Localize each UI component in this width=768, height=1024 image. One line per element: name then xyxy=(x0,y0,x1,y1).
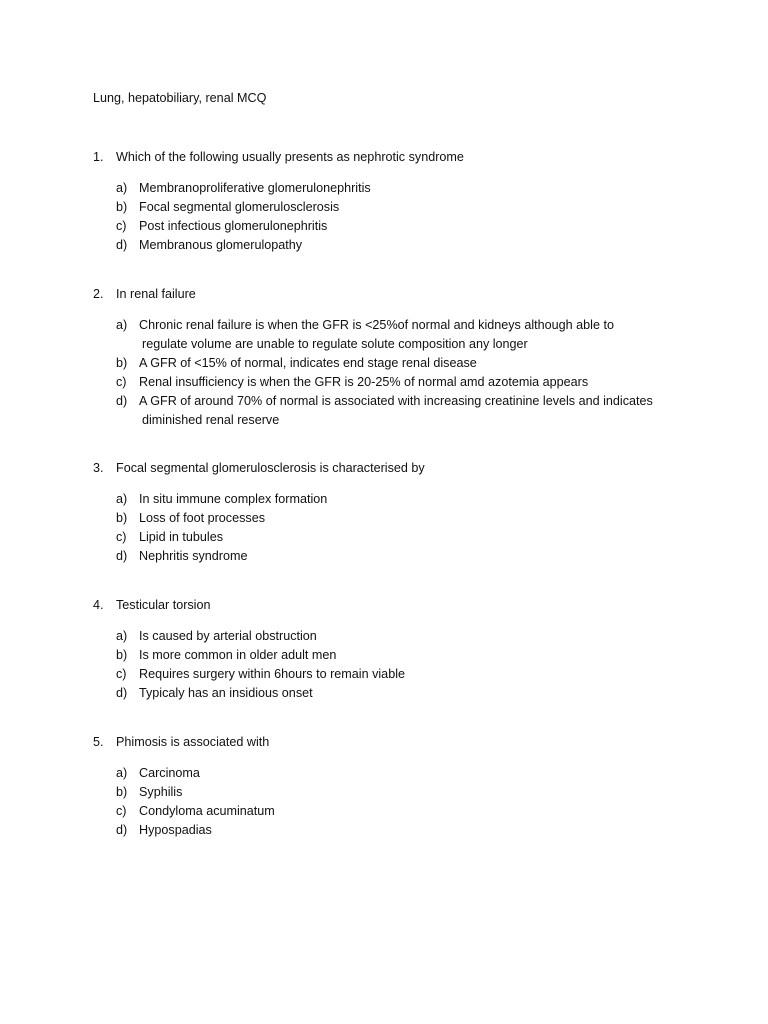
option-letter: c) xyxy=(116,667,127,681)
options-list xyxy=(93,316,733,430)
option-text: A GFR of <15% of normal, indicates end stage renal disease xyxy=(139,356,477,370)
option-line: regulate volume are unable to regulate solute composition any longer xyxy=(142,337,528,351)
option-d xyxy=(93,821,733,840)
option-letter: d) xyxy=(116,394,128,408)
option-text: Loss of foot processes xyxy=(139,511,266,525)
option-text: In situ immune complex formation xyxy=(139,492,328,506)
option-text: Membranous glomerulopathy xyxy=(139,238,303,252)
question-text: In renal failure xyxy=(116,287,196,301)
option-letter: b) xyxy=(116,200,128,214)
question-4 xyxy=(93,596,733,703)
option-text: Membranoproliferative glomerulonephritis xyxy=(139,181,371,195)
document-title: Lung, hepatobiliary, renal MCQ xyxy=(93,91,267,105)
option-text: Is caused by arterial obstruction xyxy=(139,629,317,643)
option-line: Chronic renal failure is when the GFR is <25%of normal and kidneys although able to xyxy=(139,318,614,332)
option-c xyxy=(93,802,733,821)
option-letter: d) xyxy=(116,823,128,837)
question-text: Phimosis is associated with xyxy=(116,735,270,749)
option-letter: c) xyxy=(116,804,127,818)
option-a xyxy=(93,316,733,354)
option-text: Nephritis syndrome xyxy=(139,549,248,563)
option-text: Focal segmental glomerulosclerosis xyxy=(139,200,340,214)
option-text: Typicaly has an insidious onset xyxy=(139,686,313,700)
option-letter: b) xyxy=(116,785,128,799)
options-list xyxy=(93,764,733,840)
options-list xyxy=(93,490,733,566)
option-letter: a) xyxy=(116,181,128,195)
option-text xyxy=(139,316,733,354)
option-a xyxy=(93,627,733,646)
option-letter: b) xyxy=(116,511,128,525)
option-letter: b) xyxy=(116,648,128,662)
option-text xyxy=(139,392,733,430)
option-d xyxy=(93,392,733,430)
option-text: Post infectious glomerulonephritis xyxy=(139,219,328,233)
question-text: Focal segmental glomerulosclerosis is characterised by xyxy=(116,461,425,475)
option-b xyxy=(93,783,733,802)
option-letter: c) xyxy=(116,219,127,233)
options-list xyxy=(93,179,733,255)
option-text: Requires surgery within 6hours to remain viable xyxy=(139,667,405,681)
option-text: Renal insufficiency is when the GFR is 20-25% of normal amd azotemia appears xyxy=(139,375,589,389)
option-text: Lipid in tubules xyxy=(139,530,224,544)
option-letter: a) xyxy=(116,318,128,332)
option-c xyxy=(93,528,733,547)
option-letter: c) xyxy=(116,375,127,389)
option-a xyxy=(93,179,733,198)
option-b xyxy=(93,354,733,373)
option-line: A GFR of around 70% of normal is associated with increasing creatinine levels and indicates xyxy=(139,394,653,408)
question-2 xyxy=(93,285,733,430)
question-3 xyxy=(93,459,733,566)
question-1 xyxy=(93,148,733,255)
option-d xyxy=(93,547,733,566)
option-letter: a) xyxy=(116,766,128,780)
option-text: Hypospadias xyxy=(139,823,212,837)
option-letter: d) xyxy=(116,549,128,563)
option-text: Is more common in older adult men xyxy=(139,648,337,662)
question-number: 5. xyxy=(93,735,104,749)
option-c xyxy=(93,373,733,392)
option-letter: a) xyxy=(116,629,128,643)
question-number: 3. xyxy=(93,461,104,475)
option-text: Condyloma acuminatum xyxy=(139,804,275,818)
question-text: Testicular torsion xyxy=(116,598,211,612)
option-letter: b) xyxy=(116,356,128,370)
option-c xyxy=(93,665,733,684)
option-a xyxy=(93,764,733,783)
option-letter: d) xyxy=(116,238,128,252)
option-d xyxy=(93,236,733,255)
option-text: Carcinoma xyxy=(139,766,200,780)
question-text: Which of the following usually presents as nephrotic syndrome xyxy=(116,150,464,164)
option-line: diminished renal reserve xyxy=(142,413,280,427)
question-number: 2. xyxy=(93,287,104,301)
option-letter: a) xyxy=(116,492,128,506)
option-c xyxy=(93,217,733,236)
option-d xyxy=(93,684,733,703)
option-text: Syphilis xyxy=(139,785,183,799)
options-list xyxy=(93,627,733,703)
question-number: 1. xyxy=(93,150,104,164)
question-5 xyxy=(93,733,733,840)
option-b xyxy=(93,198,733,217)
question-number: 4. xyxy=(93,598,104,612)
option-b xyxy=(93,646,733,665)
option-letter: c) xyxy=(116,530,127,544)
option-letter: d) xyxy=(116,686,128,700)
option-a xyxy=(93,490,733,509)
option-b xyxy=(93,509,733,528)
